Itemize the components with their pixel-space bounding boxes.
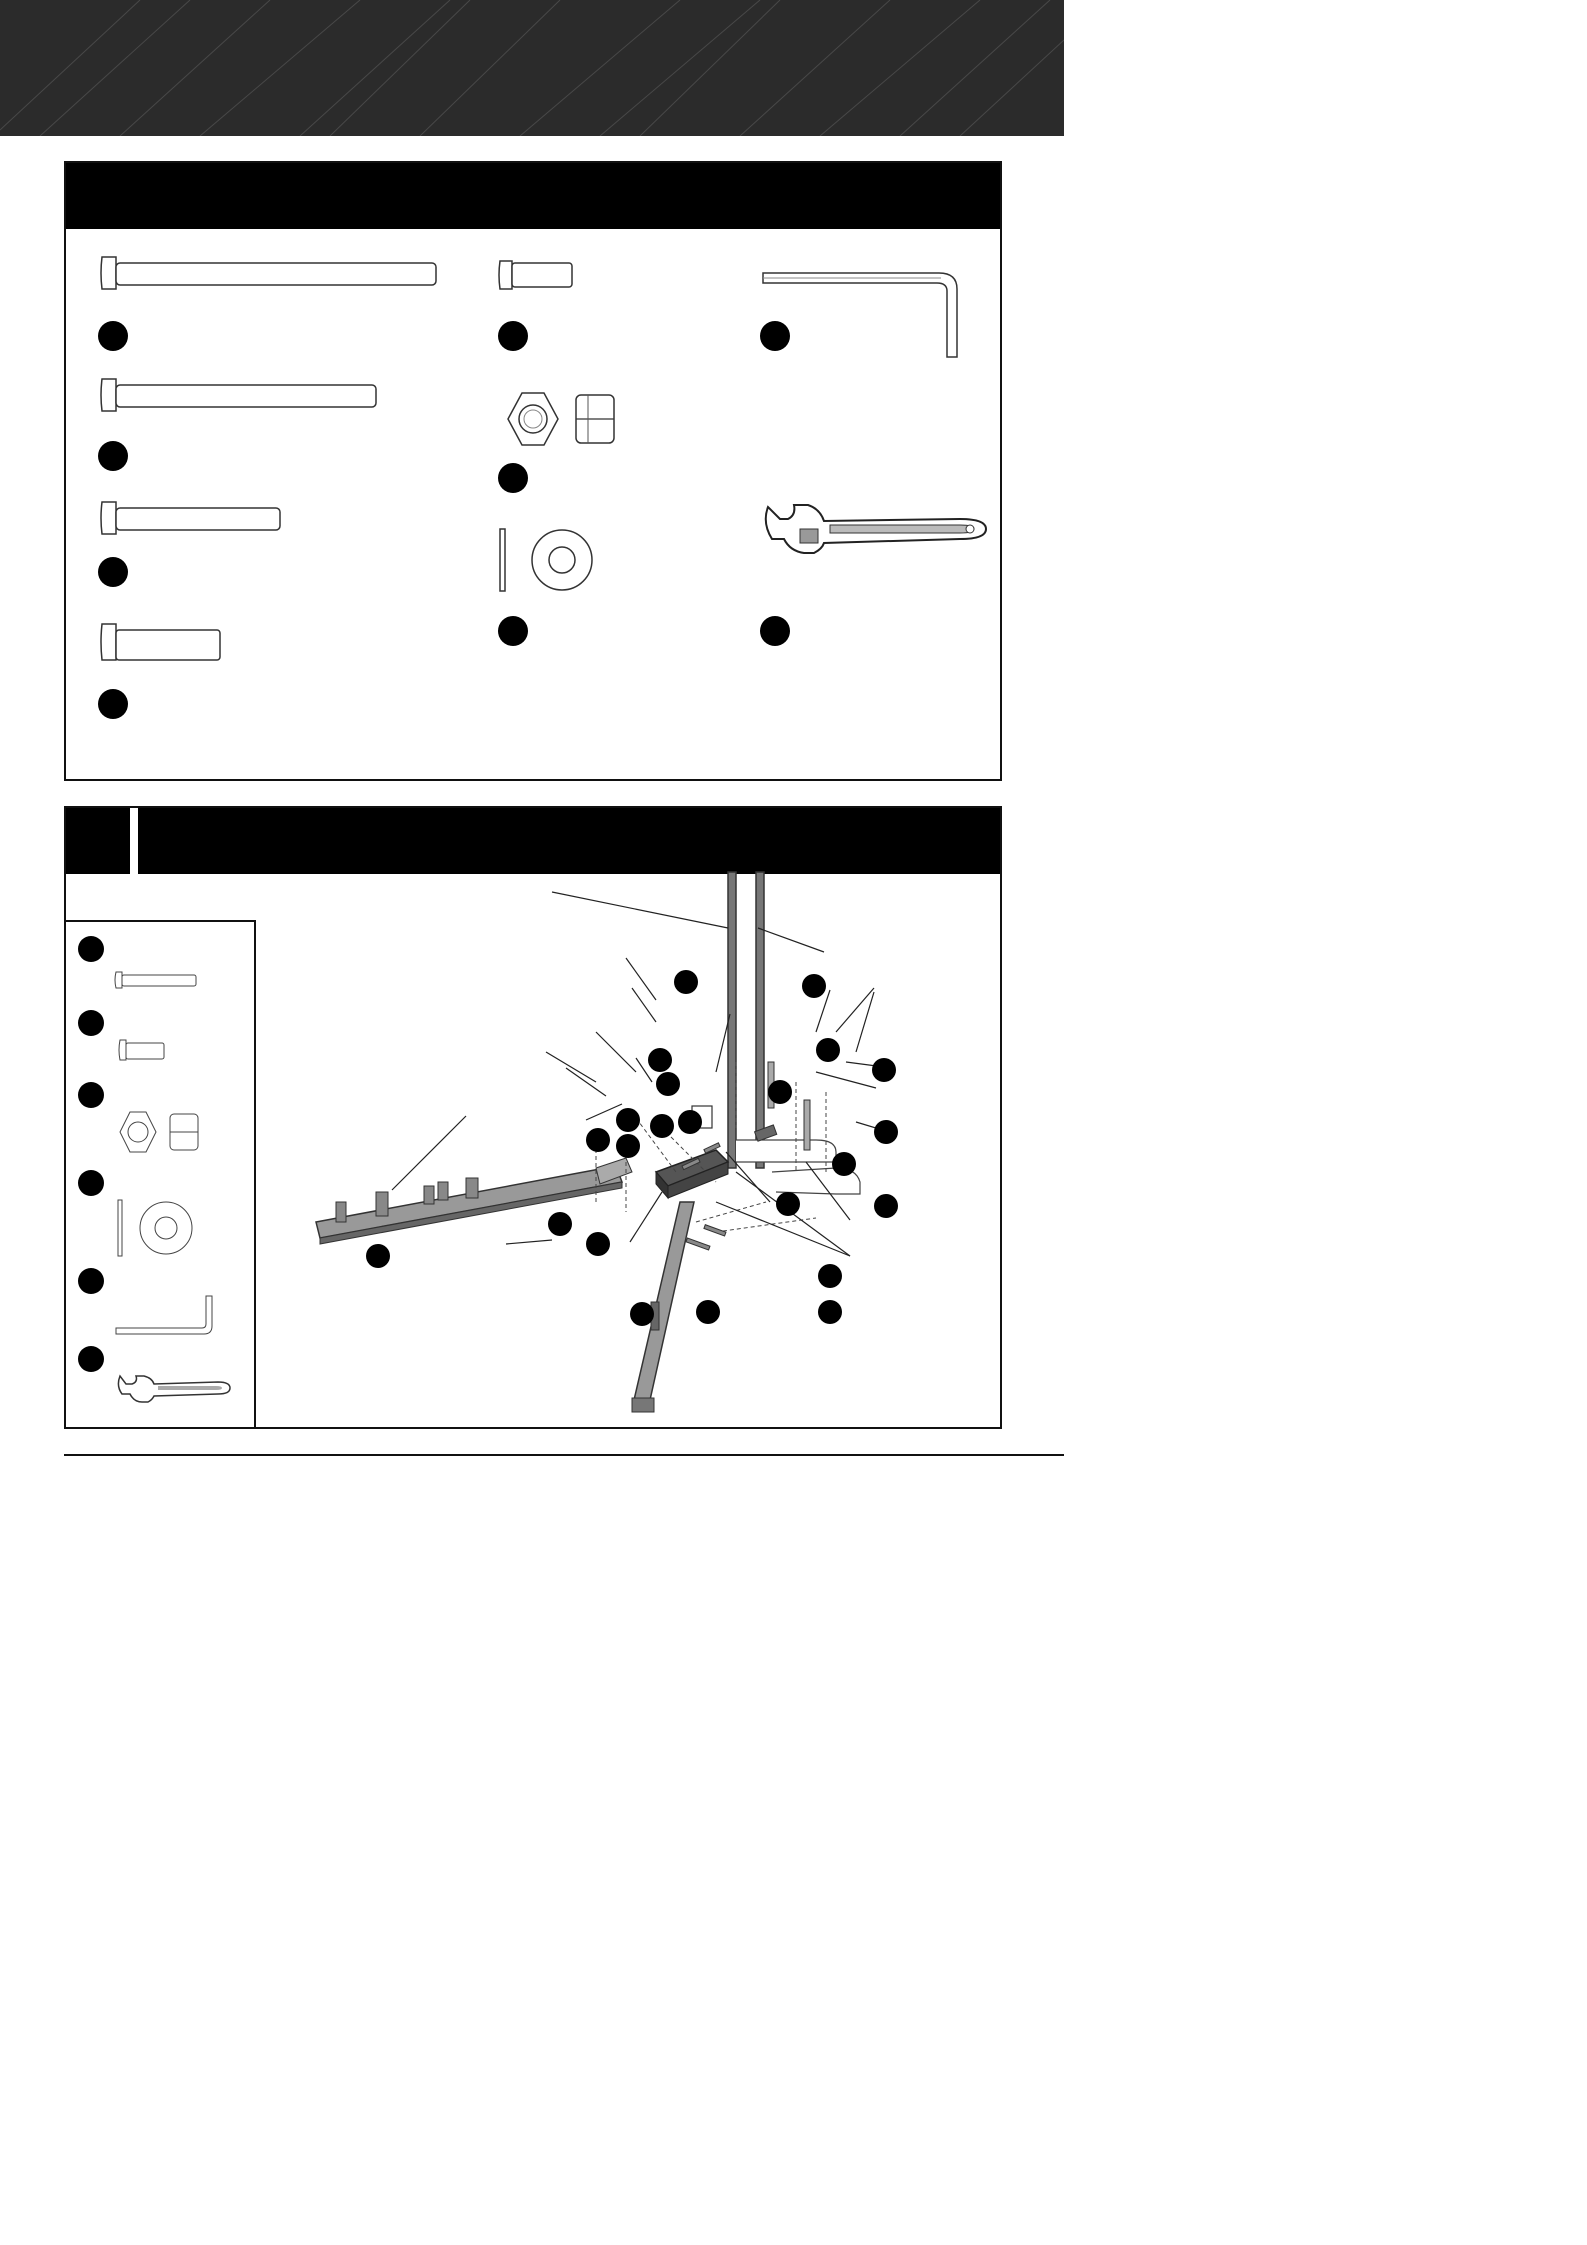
left-leg	[316, 1158, 632, 1244]
part-bullet-8	[760, 321, 790, 351]
part-bullet-2	[98, 441, 128, 471]
allen-key-icon	[114, 1292, 224, 1338]
bottom-rule	[64, 1454, 1064, 1456]
callout	[674, 970, 698, 994]
small-bolt-icon	[118, 1038, 168, 1062]
medium-bolt-icon	[100, 496, 300, 540]
part-bullet-1	[98, 321, 128, 351]
part-bullet-7	[498, 616, 528, 646]
callout	[586, 1128, 610, 1152]
hardware-panel-header	[66, 163, 1000, 229]
small-bolt-icon	[498, 257, 588, 297]
callout	[818, 1264, 842, 1288]
allen-key-icon	[761, 271, 971, 361]
bolt-icon	[114, 970, 198, 990]
step-sidebar	[66, 920, 256, 1429]
part-bullet-4	[98, 689, 128, 719]
callout	[616, 1108, 640, 1132]
sidebar-bullet-3	[78, 1082, 104, 1108]
washer-icon	[116, 1198, 196, 1258]
callout	[616, 1134, 640, 1158]
medium-long-bolt-icon	[100, 373, 380, 417]
part-bullet-3	[98, 557, 128, 587]
callout	[648, 1048, 672, 1072]
callout	[818, 1300, 842, 1324]
wrench-icon	[116, 1372, 232, 1408]
callout	[366, 1244, 390, 1268]
callout	[874, 1120, 898, 1144]
callout	[656, 1072, 680, 1096]
nut-icon	[114, 1110, 204, 1154]
wrench-icon	[760, 499, 990, 569]
short-bolt-icon	[100, 618, 240, 666]
callout	[630, 1302, 654, 1326]
callout	[678, 1110, 702, 1134]
banner-texture	[0, 0, 1064, 136]
callout	[650, 1114, 674, 1138]
washer-icon	[498, 527, 618, 593]
step-panel	[64, 806, 1002, 1429]
step-divider	[130, 808, 138, 874]
callout	[696, 1300, 720, 1324]
top-banner	[0, 0, 1064, 136]
callout	[816, 1038, 840, 1062]
hardware-panel	[64, 161, 1002, 781]
long-bolt-icon	[100, 251, 440, 295]
callout	[802, 974, 826, 998]
sidebar-bullet-5	[78, 1268, 104, 1294]
callout	[548, 1212, 572, 1236]
sidebar-bullet-4	[78, 1170, 104, 1196]
callout	[872, 1058, 896, 1082]
part-bullet-6	[498, 463, 528, 493]
upright-poles	[728, 872, 764, 1168]
sidebar-bullet-2	[78, 1010, 104, 1036]
callout	[586, 1232, 610, 1256]
sidebar-bullet-6	[78, 1346, 104, 1372]
part-bullet-5	[498, 321, 528, 351]
callout	[776, 1192, 800, 1216]
nut-icon	[498, 391, 638, 451]
part-bullet-9	[760, 616, 790, 646]
callout	[768, 1080, 792, 1104]
callout	[832, 1152, 856, 1176]
sidebar-bullet-1	[78, 936, 104, 962]
callout	[874, 1194, 898, 1218]
assembly-diagram	[296, 872, 996, 1430]
step-panel-header	[66, 808, 1000, 874]
step-number-box	[66, 808, 128, 874]
